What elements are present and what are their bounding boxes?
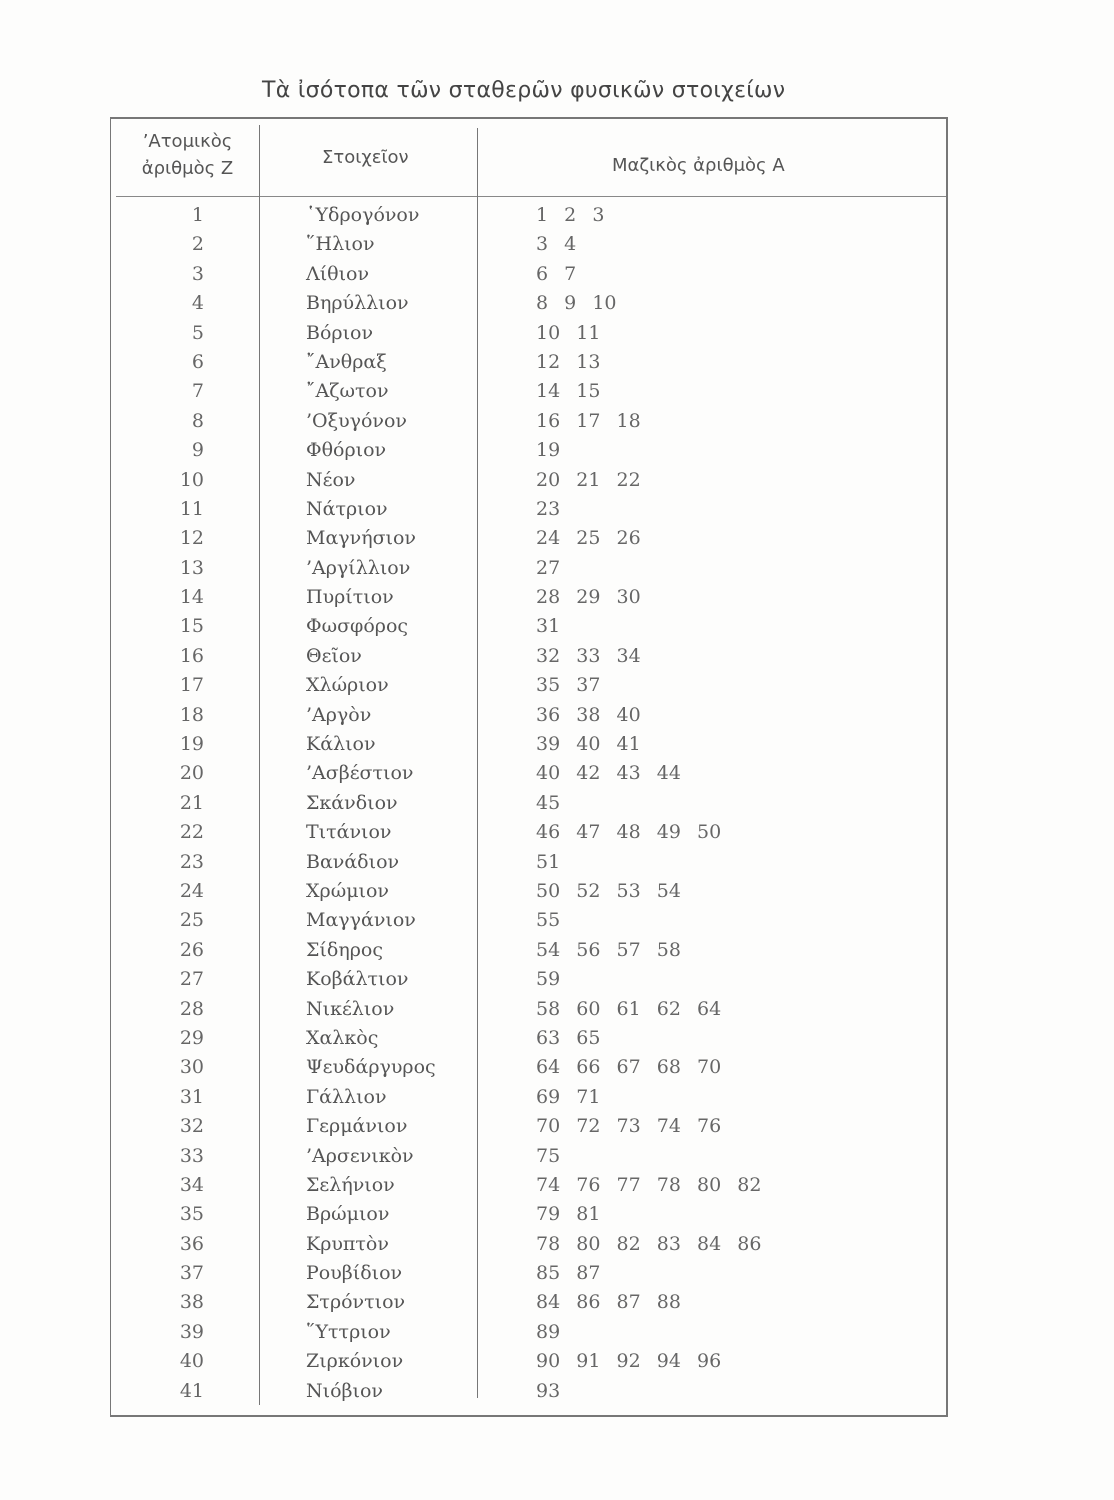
cell-mass-numbers: 69 71 [536,1085,601,1108]
table-row [0,1288,1114,1317]
table-row [0,730,1114,759]
cell-element: Νάτριον [306,497,388,520]
cell-mass-numbers: 24 25 26 [536,527,641,550]
cell-element: Νικέλιον [306,997,395,1020]
cell-element: Γάλλιον [306,1085,387,1108]
table-row [0,877,1114,906]
cell-atomic-number: 25 [179,909,204,932]
cell-atomic-number: 9 [191,439,204,462]
cell-mass-numbers: 78 80 82 83 84 86 [536,1232,762,1255]
cell-element: Θεῖον [306,644,362,667]
cell-mass-numbers: 36 38 40 [536,703,641,726]
table-row [0,1053,1114,1082]
cell-mass-numbers: 54 56 57 58 [536,938,681,961]
cell-element: Πυρίτιον [306,586,394,609]
cell-mass-numbers: 63 65 [536,1026,601,1049]
table-row [0,1083,1114,1112]
cell-atomic-number: 2 [191,233,204,256]
cell-mass-numbers: 89 [536,1320,561,1343]
table-body [0,201,1114,1406]
cell-mass-numbers: 58 60 61 62 64 [536,997,722,1020]
cell-mass-numbers: 10 11 [536,321,601,344]
table-row [0,936,1114,965]
cell-atomic-number: 6 [191,350,204,373]
cell-element: ῎Αζωτον [306,380,389,403]
table-row [0,701,1114,730]
cell-element: ’Αργὸν [306,703,372,726]
cell-mass-numbers: 50 52 53 54 [536,879,681,902]
cell-mass-numbers: 6 7 [536,262,577,285]
cell-element: ῾Υδρογόνον [306,204,420,226]
cell-element: Βόριον [306,321,374,344]
table-row [0,260,1114,289]
cell-mass-numbers: 31 [536,615,561,638]
cell-mass-numbers: 46 47 48 49 50 [536,821,722,844]
cell-element: Τιτάνιον [306,821,392,844]
cell-element: ’Αργίλλιον [306,556,411,579]
cell-mass-numbers: 27 [536,556,561,579]
table-row [0,1142,1114,1171]
cell-atomic-number: 29 [179,1026,204,1049]
cell-element: Νέον [306,468,356,491]
cell-element: Φωσφόρος [306,615,409,638]
table-row [0,906,1114,935]
cell-element: Βρώμιον [306,1203,390,1226]
cell-atomic-number: 16 [179,644,204,667]
cell-element: Σελήνιον [306,1173,395,1196]
cell-element: Ρουβίδιον [306,1262,403,1285]
table-row [0,348,1114,377]
cell-mass-numbers: 64 66 67 68 70 [536,1056,722,1079]
cell-mass-numbers: 79 81 [536,1203,601,1226]
cell-atomic-number: 19 [179,733,204,756]
cell-element: Μαγνήσιον [306,527,416,550]
table-row [0,230,1114,259]
table-row [0,524,1114,553]
table-row [0,436,1114,465]
cell-atomic-number: 26 [179,938,204,961]
cell-mass-numbers: 74 76 77 78 80 82 [536,1173,762,1196]
cell-element: Κάλιον [306,733,376,756]
cell-atomic-number: 13 [179,556,204,579]
table-row [0,642,1114,671]
cell-element: Χρώμιον [306,879,389,902]
header-atomic-number [120,128,255,182]
cell-atomic-number: 28 [179,997,204,1020]
page-title: Τὰ ἰσότοπα τῶν σταθερῶν φυσικῶν στοιχείων [262,78,786,103]
table-row [0,377,1114,406]
header-element: Στοιχεῖον [322,147,409,168]
cell-atomic-number: 18 [179,703,204,726]
cell-element: Μαγγάνιον [306,909,416,932]
cell-atomic-number: 40 [179,1350,204,1373]
cell-mass-numbers: 35 37 [536,674,601,697]
cell-mass-numbers: 16 17 18 [536,409,641,432]
table-row [0,583,1114,612]
cell-atomic-number: 33 [179,1144,204,1167]
cell-atomic-number: 5 [191,321,204,344]
table-row [0,818,1114,847]
cell-atomic-number: 34 [179,1173,204,1196]
cell-mass-numbers: 20 21 22 [536,468,641,491]
table-row [0,671,1114,700]
header-atomic-number-line1: ’Ατομικὸς [142,131,233,152]
cell-atomic-number: 21 [179,791,204,814]
table-row [0,1347,1114,1376]
cell-mass-numbers: 19 [536,439,561,462]
cell-mass-numbers: 51 [536,850,561,873]
cell-element: ῎Ανθραξ [306,350,387,373]
cell-atomic-number: 15 [179,615,204,638]
cell-mass-numbers: 12 13 [536,350,601,373]
table-row [0,612,1114,641]
cell-atomic-number: 7 [191,380,204,403]
cell-mass-numbers: 85 87 [536,1262,601,1285]
table-row [0,1318,1114,1347]
table-row [0,1200,1114,1229]
table-row [0,995,1114,1024]
cell-element: ῞Ηλιον [306,233,375,256]
cell-atomic-number: 14 [179,586,204,609]
cell-element: Βανάδιον [306,850,400,873]
cell-element: ῞Υττριον [306,1320,391,1343]
header-mass-number: Μαζικὸς ἀριθμὸς A [612,155,785,176]
cell-element: Γερμάνιον [306,1115,408,1138]
cell-atomic-number: 41 [179,1379,204,1402]
cell-mass-numbers: 23 [536,497,561,520]
cell-mass-numbers: 39 40 41 [536,733,641,756]
table-row [0,407,1114,436]
cell-atomic-number: 10 [179,468,204,491]
table-row [0,1230,1114,1259]
cell-atomic-number: 1 [191,204,204,226]
table-row [0,201,1114,230]
cell-element: Φθόριον [306,439,387,462]
cell-atomic-number: 27 [179,968,204,991]
table-row [0,319,1114,348]
cell-atomic-number: 36 [179,1232,204,1255]
table-row [0,1024,1114,1053]
cell-element: Κρυπτὸν [306,1232,389,1255]
cell-atomic-number: 22 [179,821,204,844]
cell-element: ’Ασβέστιον [306,762,414,785]
cell-element: Σίδηρος [306,938,383,961]
cell-atomic-number: 32 [179,1115,204,1138]
cell-atomic-number: 24 [179,879,204,902]
header-atomic-number-line2: ἀριθμὸς Z [141,158,234,179]
cell-mass-numbers: 8 9 10 [536,292,617,315]
header-divider [116,196,946,197]
cell-atomic-number: 37 [179,1262,204,1285]
cell-mass-numbers: 28 29 30 [536,586,641,609]
cell-mass-numbers: 45 [536,791,561,814]
cell-element: Χλώριον [306,674,389,697]
cell-element: Νιόβιον [306,1379,383,1402]
cell-atomic-number: 20 [179,762,204,785]
cell-element: ’Αρσενικὸν [306,1144,414,1167]
table-row [0,554,1114,583]
cell-mass-numbers: 90 91 92 94 96 [536,1350,722,1373]
cell-atomic-number: 31 [179,1085,204,1108]
cell-mass-numbers: 75 [536,1144,561,1167]
cell-mass-numbers: 3 4 [536,233,577,256]
cell-element: Ζιρκόνιον [306,1350,404,1373]
cell-atomic-number: 30 [179,1056,204,1079]
cell-mass-numbers: 93 [536,1379,561,1402]
table-row [0,1259,1114,1288]
cell-mass-numbers: 59 [536,968,561,991]
table-row [0,848,1114,877]
cell-atomic-number: 12 [179,527,204,550]
cell-element: Λίθιον [306,262,370,285]
cell-element: ’Οξυγόνον [306,409,407,432]
cell-element: Στρόντιον [306,1291,406,1314]
cell-mass-numbers: 40 42 43 44 [536,762,681,785]
table-row [0,1377,1114,1406]
cell-mass-numbers: 32 33 34 [536,644,641,667]
cell-atomic-number: 11 [179,497,204,520]
cell-atomic-number: 3 [191,262,204,285]
cell-element: Ψευδάργυρος [306,1056,436,1079]
cell-element: Σκάνδιον [306,791,398,814]
table-row [0,495,1114,524]
cell-element: Βηρύλλιον [306,292,409,315]
table-row [0,789,1114,818]
cell-element: Χαλκὸς [306,1026,379,1049]
cell-atomic-number: 39 [179,1320,204,1343]
cell-atomic-number: 23 [179,850,204,873]
cell-atomic-number: 17 [179,674,204,697]
cell-mass-numbers: 1 2 3 [536,204,605,226]
table-row [0,759,1114,788]
cell-atomic-number: 4 [191,292,204,315]
cell-atomic-number: 38 [179,1291,204,1314]
table-row [0,965,1114,994]
cell-atomic-number: 8 [191,409,204,432]
cell-element: Κοβάλτιον [306,968,409,991]
table-row [0,289,1114,318]
cell-atomic-number: 35 [179,1203,204,1226]
cell-mass-numbers: 55 [536,909,561,932]
cell-mass-numbers: 84 86 87 88 [536,1291,681,1314]
table-row [0,466,1114,495]
table-row [0,1171,1114,1200]
cell-mass-numbers: 70 72 73 74 76 [536,1115,722,1138]
table-row [0,1112,1114,1141]
cell-mass-numbers: 14 15 [536,380,601,403]
